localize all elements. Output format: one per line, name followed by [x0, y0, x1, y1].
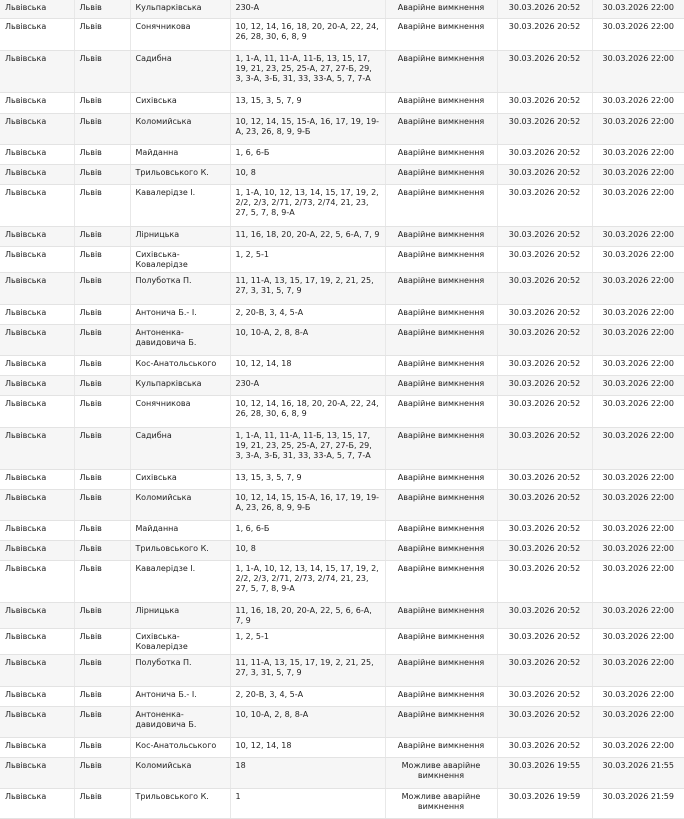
houses-cell: 10, 12, 14, 18 — [230, 355, 385, 375]
houses-cell: 1, 6, 6-Б — [230, 144, 385, 164]
start-time-cell: 30.03.2026 19:59 — [497, 788, 592, 818]
table-row — [0, 469, 684, 489]
street-cell: Сонячникова — [130, 18, 230, 50]
end-time-cell: 30.03.2026 22:00 — [592, 164, 684, 184]
table-row — [0, 144, 684, 164]
houses-cell: 10, 12, 14, 16, 18, 20, 20-А, 22, 24, 26, 28, 30, 6, 8, 9 — [230, 18, 385, 50]
region-cell: Львівська — [0, 50, 74, 92]
start-time-cell: 30.03.2026 20:52 — [497, 737, 592, 757]
outage-type-cell: Аварійне вимкнення — [385, 304, 497, 324]
outage-type-cell: Аварійне вимкнення — [385, 164, 497, 184]
start-time-cell: 30.03.2026 20:52 — [497, 686, 592, 706]
table-row — [0, 50, 684, 92]
end-time-cell: 30.03.2026 22:00 — [592, 92, 684, 113]
end-time-cell: 30.03.2026 22:00 — [592, 489, 684, 520]
street-cell: Полуботка П. — [130, 654, 230, 686]
houses-cell: 10, 12, 14, 16, 18, 20, 20-А, 22, 24, 26, 28, 30, 6, 8, 9 — [230, 395, 385, 427]
table-row — [0, 113, 684, 144]
start-time-cell: 30.03.2026 20:52 — [497, 18, 592, 50]
start-time-cell: 30.03.2026 20:52 — [497, 469, 592, 489]
outage-type-cell: Аварійне вимкнення — [385, 18, 497, 50]
start-time-cell: 30.03.2026 20:52 — [497, 355, 592, 375]
region-cell: Львівська — [0, 226, 74, 246]
start-time-cell: 30.03.2026 20:52 — [497, 184, 592, 226]
houses-cell: 1, 2, 5-1 — [230, 628, 385, 654]
region-cell: Львівська — [0, 246, 74, 272]
city-cell: Львів — [74, 50, 130, 92]
end-time-cell: 30.03.2026 22:00 — [592, 469, 684, 489]
houses-cell: 11, 11-А, 13, 15, 17, 19, 2, 21, 25, 27, 3, 31, 5, 7, 9 — [230, 272, 385, 304]
city-cell: Львів — [74, 395, 130, 427]
street-cell: Антоненка-давидовича Б. — [130, 324, 230, 355]
table-row — [0, 788, 684, 818]
end-time-cell: 30.03.2026 22:00 — [592, 18, 684, 50]
city-cell: Львів — [74, 737, 130, 757]
start-time-cell: 30.03.2026 20:52 — [497, 395, 592, 427]
end-time-cell: 30.03.2026 22:00 — [592, 113, 684, 144]
table-row — [0, 18, 684, 50]
end-time-cell: 30.03.2026 22:00 — [592, 184, 684, 226]
street-cell: Сихівська — [130, 92, 230, 113]
street-cell: Коломийська — [130, 757, 230, 788]
start-time-cell: 30.03.2026 20:52 — [497, 324, 592, 355]
street-cell: Майданна — [130, 520, 230, 540]
street-cell: Антоненка-давидовича Б. — [130, 706, 230, 737]
street-cell: Трильовського К. — [130, 788, 230, 818]
start-time-cell: 30.03.2026 20:52 — [497, 706, 592, 737]
houses-cell: 11, 16, 18, 20, 20-А, 22, 5, 6-А, 7, 9 — [230, 226, 385, 246]
houses-cell: 10, 10-А, 2, 8, 8-А — [230, 706, 385, 737]
end-time-cell: 30.03.2026 22:00 — [592, 602, 684, 628]
region-cell: Львівська — [0, 628, 74, 654]
outage-type-cell: Можливе аварійне вимкнення — [385, 757, 497, 788]
houses-cell: 10, 12, 14, 15, 15-А, 16, 17, 19, 19-А, 23, 26, 8, 9, 9-Б — [230, 489, 385, 520]
houses-cell: 1, 6, 6-Б — [230, 520, 385, 540]
table-row — [0, 92, 684, 113]
outage-type-cell: Аварійне вимкнення — [385, 113, 497, 144]
city-cell: Львів — [74, 469, 130, 489]
region-cell: Львівська — [0, 686, 74, 706]
start-time-cell: 30.03.2026 20:52 — [497, 489, 592, 520]
city-cell: Львів — [74, 788, 130, 818]
start-time-cell: 30.03.2026 19:55 — [497, 757, 592, 788]
houses-cell: 2, 20-В, 3, 4, 5-А — [230, 686, 385, 706]
houses-cell: 18 — [230, 757, 385, 788]
outage-type-cell: Аварійне вимкнення — [385, 602, 497, 628]
houses-cell: 13, 15, 3, 5, 7, 9 — [230, 92, 385, 113]
region-cell: Львівська — [0, 788, 74, 818]
street-cell: Трильовського К. — [130, 540, 230, 560]
table-row — [0, 0, 684, 18]
street-cell: Кос-Анатольського — [130, 737, 230, 757]
end-time-cell: 30.03.2026 22:00 — [592, 654, 684, 686]
houses-cell: 11, 11-А, 13, 15, 17, 19, 2, 21, 25, 27, 3, 31, 5, 7, 9 — [230, 654, 385, 686]
end-time-cell: 30.03.2026 22:00 — [592, 520, 684, 540]
houses-cell: 10, 12, 14, 15, 15-А, 16, 17, 19, 19-А, 23, 26, 8, 9, 9-Б — [230, 113, 385, 144]
city-cell: Львів — [74, 489, 130, 520]
street-cell: Коломийська — [130, 113, 230, 144]
street-cell: Сонячникова — [130, 395, 230, 427]
city-cell: Львів — [74, 602, 130, 628]
houses-cell: 1, 1-А, 11, 11-А, 11-Б, 13, 15, 17, 19, 21, 23, 25, 25-А, 27, 27-Б, 29, 3, 3-А, 3-Б, 31, 33, 33-А, 5, 7, 7-А — [230, 427, 385, 469]
street-cell: Кавалерідзе І. — [130, 184, 230, 226]
city-cell: Львів — [74, 427, 130, 469]
start-time-cell: 30.03.2026 20:52 — [497, 144, 592, 164]
houses-cell: 11, 16, 18, 20, 20-А, 22, 5, 6, 6-А, 7, 9 — [230, 602, 385, 628]
region-cell: Львівська — [0, 706, 74, 737]
street-cell: Полуботка П. — [130, 272, 230, 304]
end-time-cell: 30.03.2026 22:00 — [592, 324, 684, 355]
table-row — [0, 324, 684, 355]
outage-type-cell: Аварійне вимкнення — [385, 686, 497, 706]
city-cell: Львів — [74, 757, 130, 788]
start-time-cell: 30.03.2026 20:52 — [497, 164, 592, 184]
region-cell: Львівська — [0, 469, 74, 489]
outage-type-cell: Аварійне вимкнення — [385, 520, 497, 540]
start-time-cell: 30.03.2026 20:52 — [497, 50, 592, 92]
houses-cell: 1, 1-А, 11, 11-А, 11-Б, 13, 15, 17, 19, 21, 23, 25, 25-А, 27, 27-Б, 29, 3, 3-А, 3-Б, 31, 33, 33-А, 5, 7, 7-А — [230, 50, 385, 92]
end-time-cell: 30.03.2026 22:00 — [592, 706, 684, 737]
city-cell: Львів — [74, 113, 130, 144]
outage-type-cell: Аварійне вимкнення — [385, 92, 497, 113]
start-time-cell: 30.03.2026 20:52 — [497, 304, 592, 324]
region-cell: Львівська — [0, 395, 74, 427]
end-time-cell: 30.03.2026 22:00 — [592, 395, 684, 427]
table-row — [0, 737, 684, 757]
outage-type-cell: Аварійне вимкнення — [385, 324, 497, 355]
city-cell: Львів — [74, 226, 130, 246]
end-time-cell: 30.03.2026 22:00 — [592, 246, 684, 272]
city-cell: Львів — [74, 246, 130, 272]
end-time-cell: 30.03.2026 22:00 — [592, 737, 684, 757]
table-row — [0, 706, 684, 737]
houses-cell: 10, 12, 14, 18 — [230, 737, 385, 757]
end-time-cell: 30.03.2026 22:00 — [592, 628, 684, 654]
end-time-cell: 30.03.2026 21:55 — [592, 757, 684, 788]
region-cell: Львівська — [0, 144, 74, 164]
outage-type-cell: Можливе аварійне вимкнення — [385, 788, 497, 818]
start-time-cell: 30.03.2026 20:52 — [497, 272, 592, 304]
region-cell: Львівська — [0, 427, 74, 469]
houses-cell: 10, 8 — [230, 164, 385, 184]
region-cell: Львівська — [0, 654, 74, 686]
region-cell: Львівська — [0, 520, 74, 540]
outage-type-cell: Аварійне вимкнення — [385, 272, 497, 304]
houses-cell: 10, 8 — [230, 540, 385, 560]
houses-cell: 2, 20-В, 3, 4, 5-А — [230, 304, 385, 324]
table-row — [0, 226, 684, 246]
city-cell: Львів — [74, 706, 130, 737]
houses-cell: 1 — [230, 788, 385, 818]
start-time-cell: 30.03.2026 20:52 — [497, 602, 592, 628]
houses-cell: 13, 15, 3, 5, 7, 9 — [230, 469, 385, 489]
houses-cell: 230-А — [230, 375, 385, 395]
region-cell: Львівська — [0, 324, 74, 355]
outage-type-cell: Аварійне вимкнення — [385, 469, 497, 489]
end-time-cell: 30.03.2026 22:00 — [592, 0, 684, 18]
region-cell: Львівська — [0, 184, 74, 226]
city-cell: Львів — [74, 304, 130, 324]
table-row — [0, 602, 684, 628]
table-row — [0, 540, 684, 560]
outage-type-cell: Аварійне вимкнення — [385, 144, 497, 164]
outage-type-cell: Аварійне вимкнення — [385, 226, 497, 246]
table-row — [0, 395, 684, 427]
end-time-cell: 30.03.2026 22:00 — [592, 272, 684, 304]
end-time-cell: 30.03.2026 22:00 — [592, 560, 684, 602]
outage-type-cell: Аварійне вимкнення — [385, 737, 497, 757]
city-cell: Львів — [74, 628, 130, 654]
table-row — [0, 757, 684, 788]
start-time-cell: 30.03.2026 20:52 — [497, 540, 592, 560]
city-cell: Львів — [74, 540, 130, 560]
city-cell: Львів — [74, 92, 130, 113]
city-cell: Львів — [74, 355, 130, 375]
table-row — [0, 355, 684, 375]
region-cell: Львівська — [0, 540, 74, 560]
region-cell: Львівська — [0, 113, 74, 144]
outage-type-cell: Аварійне вимкнення — [385, 489, 497, 520]
table-row — [0, 686, 684, 706]
end-time-cell: 30.03.2026 22:00 — [592, 427, 684, 469]
street-cell: Антонича Б.- І. — [130, 304, 230, 324]
region-cell: Львівська — [0, 164, 74, 184]
end-time-cell: 30.03.2026 22:00 — [592, 375, 684, 395]
region-cell: Львівська — [0, 304, 74, 324]
end-time-cell: 30.03.2026 21:59 — [592, 788, 684, 818]
houses-cell: 230-А — [230, 0, 385, 18]
end-time-cell: 30.03.2026 22:00 — [592, 304, 684, 324]
outage-type-cell: Аварійне вимкнення — [385, 540, 497, 560]
table-row — [0, 427, 684, 469]
houses-cell: 1, 1-А, 10, 12, 13, 14, 15, 17, 19, 2, 2/2, 2/3, 2/71, 2/73, 2/74, 21, 23, 27, 5, 7, 8, 9-А — [230, 560, 385, 602]
outage-type-cell: Аварійне вимкнення — [385, 628, 497, 654]
outage-type-cell: Аварійне вимкнення — [385, 706, 497, 737]
street-cell: Лірницька — [130, 226, 230, 246]
end-time-cell: 30.03.2026 22:00 — [592, 355, 684, 375]
street-cell: Майданна — [130, 144, 230, 164]
street-cell: Коломийська — [130, 489, 230, 520]
street-cell: Садибна — [130, 427, 230, 469]
houses-cell: 10, 10-А, 2, 8, 8-А — [230, 324, 385, 355]
end-time-cell: 30.03.2026 22:00 — [592, 50, 684, 92]
city-cell: Львів — [74, 375, 130, 395]
start-time-cell: 30.03.2026 20:52 — [497, 0, 592, 18]
outage-type-cell: Аварійне вимкнення — [385, 246, 497, 272]
region-cell: Львівська — [0, 737, 74, 757]
street-cell: Кос-Анатольського — [130, 355, 230, 375]
street-cell: Сихівська — [130, 469, 230, 489]
region-cell: Львівська — [0, 0, 74, 18]
table-row — [0, 184, 684, 226]
table-row — [0, 304, 684, 324]
start-time-cell: 30.03.2026 20:52 — [497, 654, 592, 686]
street-cell: Садибна — [130, 50, 230, 92]
start-time-cell: 30.03.2026 20:52 — [497, 113, 592, 144]
region-cell: Львівська — [0, 602, 74, 628]
houses-cell: 1, 1-А, 10, 12, 13, 14, 15, 17, 19, 2, 2/2, 2/3, 2/71, 2/73, 2/74, 21, 23, 27, 5, 7, 8, 9-А — [230, 184, 385, 226]
street-cell: Сихівська-Ковалерідзе — [130, 246, 230, 272]
region-cell: Львівська — [0, 355, 74, 375]
table-row — [0, 164, 684, 184]
outage-type-cell: Аварійне вимкнення — [385, 355, 497, 375]
street-cell: Антонича Б.- І. — [130, 686, 230, 706]
region-cell: Львівська — [0, 272, 74, 304]
start-time-cell: 30.03.2026 20:52 — [497, 226, 592, 246]
outage-type-cell: Аварійне вимкнення — [385, 375, 497, 395]
table-row — [0, 628, 684, 654]
start-time-cell: 30.03.2026 20:52 — [497, 375, 592, 395]
outage-type-cell: Аварійне вимкнення — [385, 50, 497, 92]
region-cell: Львівська — [0, 375, 74, 395]
start-time-cell: 30.03.2026 20:52 — [497, 92, 592, 113]
start-time-cell: 30.03.2026 20:52 — [497, 427, 592, 469]
region-cell: Львівська — [0, 18, 74, 50]
start-time-cell: 30.03.2026 20:52 — [497, 628, 592, 654]
city-cell: Львів — [74, 144, 130, 164]
table-row — [0, 489, 684, 520]
outage-type-cell: Аварійне вимкнення — [385, 184, 497, 226]
region-cell: Львівська — [0, 489, 74, 520]
city-cell: Львів — [74, 184, 130, 226]
region-cell: Львівська — [0, 560, 74, 602]
outage-type-cell: Аварійне вимкнення — [385, 560, 497, 602]
city-cell: Львів — [74, 0, 130, 18]
outage-type-cell: Аварійне вимкнення — [385, 427, 497, 469]
city-cell: Львів — [74, 164, 130, 184]
street-cell: Трильовського К. — [130, 164, 230, 184]
start-time-cell: 30.03.2026 20:52 — [497, 560, 592, 602]
region-cell: Львівська — [0, 757, 74, 788]
table-row — [0, 560, 684, 602]
city-cell: Львів — [74, 560, 130, 602]
end-time-cell: 30.03.2026 22:00 — [592, 540, 684, 560]
city-cell: Львів — [74, 686, 130, 706]
table-row — [0, 272, 684, 304]
city-cell: Львів — [74, 324, 130, 355]
start-time-cell: 30.03.2026 20:52 — [497, 520, 592, 540]
end-time-cell: 30.03.2026 22:00 — [592, 226, 684, 246]
city-cell: Львів — [74, 272, 130, 304]
houses-cell: 1, 2, 5-1 — [230, 246, 385, 272]
city-cell: Львів — [74, 520, 130, 540]
city-cell: Львів — [74, 18, 130, 50]
start-time-cell: 30.03.2026 20:52 — [497, 246, 592, 272]
street-cell: Сихівська-Ковалерідзе — [130, 628, 230, 654]
table-row — [0, 520, 684, 540]
street-cell: Кульпарківська — [130, 0, 230, 18]
table-row — [0, 375, 684, 395]
end-time-cell: 30.03.2026 22:00 — [592, 686, 684, 706]
outage-type-cell: Аварійне вимкнення — [385, 654, 497, 686]
table-row — [0, 246, 684, 272]
outage-type-cell: Аварійне вимкнення — [385, 0, 497, 18]
table-row — [0, 654, 684, 686]
street-cell: Лірницька — [130, 602, 230, 628]
region-cell: Львівська — [0, 92, 74, 113]
street-cell: Кульпарківська — [130, 375, 230, 395]
city-cell: Львів — [74, 654, 130, 686]
end-time-cell: 30.03.2026 22:00 — [592, 144, 684, 164]
street-cell: Кавалерідзе І. — [130, 560, 230, 602]
outage-type-cell: Аварійне вимкнення — [385, 395, 497, 427]
